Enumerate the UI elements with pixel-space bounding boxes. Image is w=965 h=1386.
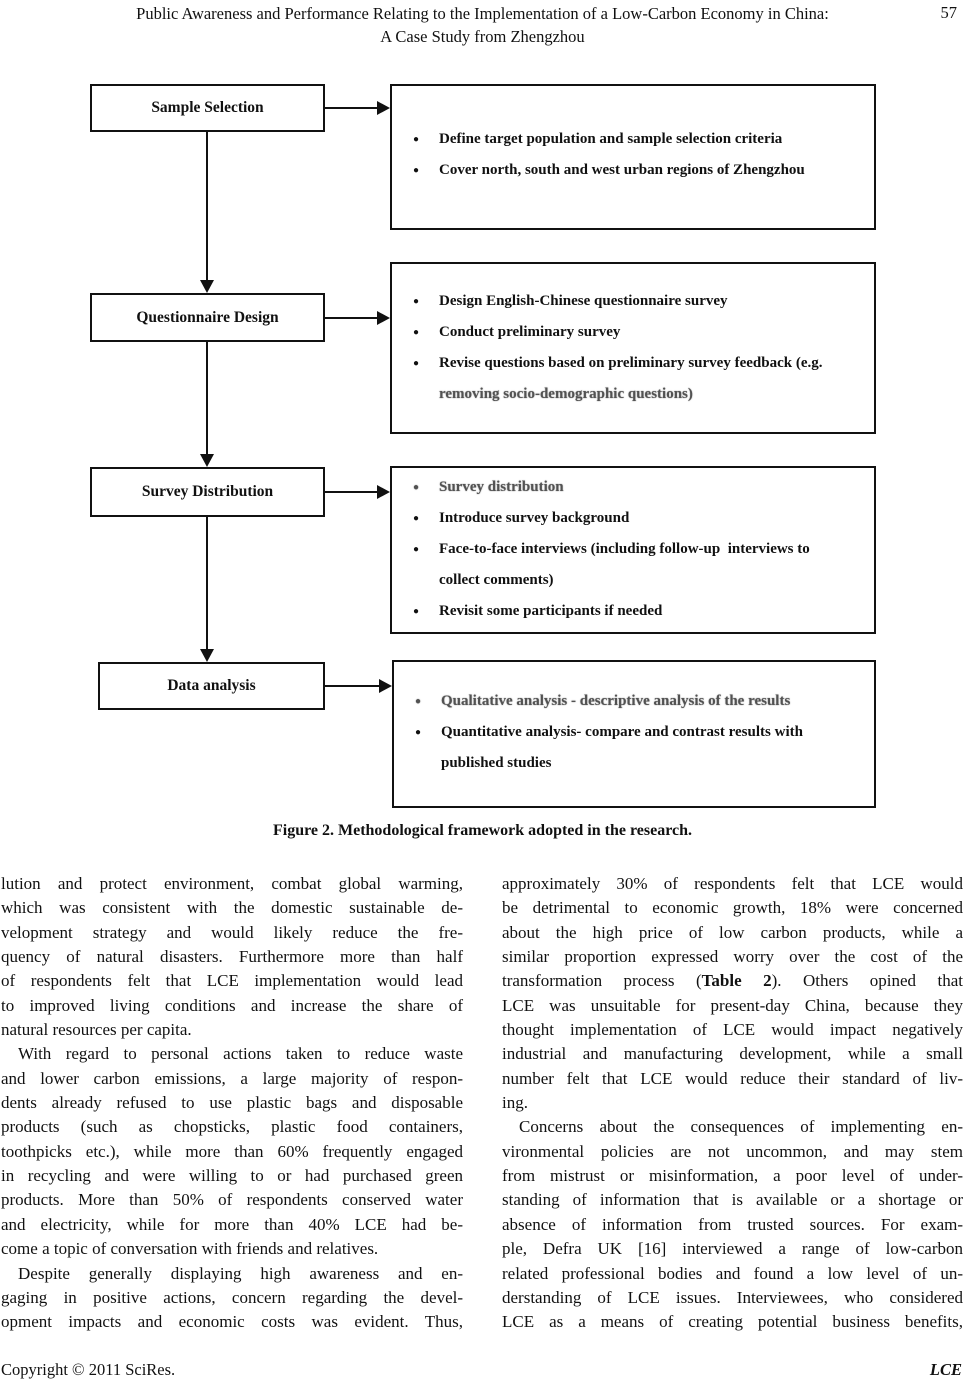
bullet-text-line: ● Revise questions based on preliminary survey feedback (e.g. (392, 348, 874, 379)
text-line: related professional bodies and found a low level of un- (502, 1263, 963, 1283)
text-line: opment impacts and economic costs was evident. Thus, (1, 1312, 463, 1332)
text-line: Concerns about the consequences of implementing en- (519, 1117, 963, 1137)
flow-detail-box (390, 262, 876, 434)
bullet-text-line: ● Face-to-face interviews (including follow-up interviews to (392, 534, 874, 565)
text-line: quency of natural disasters. Furthermore more than half (1, 947, 463, 967)
text-line: gaging in positive actions, concern regarding the devel- (1, 1287, 463, 1307)
flow-connector-line (206, 517, 208, 649)
arrow-right-icon (377, 311, 390, 325)
flow-detail-box (390, 84, 876, 230)
flow-connector-line (206, 132, 208, 280)
text-line: lution and protect environment, combat global warming, (1, 874, 463, 893)
text-line: which was consistent with the domestic sustainable de- (1, 898, 463, 918)
bullet-text-line: ● Qualitative analysis - descriptive analysis of the results (394, 686, 874, 717)
text-segment: ). Others opined that (771, 971, 963, 991)
flow-connector-line (206, 342, 208, 454)
arrow-line (325, 491, 377, 493)
text-line: about the high price of low carbon products, while a (502, 922, 963, 942)
arrow-right-icon (379, 679, 392, 693)
text-line: number felt that LCE would reduce their standard of liv- (502, 1068, 963, 1088)
bullet-wrap-line: collect comments) (439, 572, 554, 588)
page-number: 57 (940, 3, 957, 22)
text-line: from mistrust or misinformation, a poor level of under- (502, 1166, 963, 1186)
text-line: With regard to personal actions taken to reduce waste (18, 1044, 463, 1064)
flow-detail-box (390, 466, 876, 634)
flow-detail-box (392, 660, 876, 808)
text-line: to improved living conditions and increase the share of (1, 995, 463, 1015)
arrow-right-icon (377, 485, 390, 499)
text-line: ing. (502, 1093, 528, 1113)
arrow-line (325, 317, 377, 319)
bullet-wrap-line: removing socio-demographic questions) (439, 386, 693, 402)
flow-step-label: Questionnaire Design (136, 308, 279, 326)
body-column-left (1, 872, 463, 1335)
bullet-wrap-line: published studies (441, 755, 552, 771)
flow-step-box (90, 293, 325, 342)
text-line: standing of information that is available or a shortage or (502, 1190, 963, 1210)
arrow-line (325, 107, 377, 109)
flow-step-label: Survey Distribution (141, 483, 274, 500)
flow-step-box (98, 662, 325, 710)
text-line: thought implementation of LCE would impact negatively (502, 1020, 963, 1040)
text-line: products (such as chopsticks, plastic food containers, (1, 1117, 463, 1137)
copyright-text: Copyright © 2011 SciRes. (1, 1360, 176, 1379)
text-line: absence of information from trusted sources. For exam- (502, 1214, 963, 1234)
text-line: Despite generally displaying high awareness and en- (18, 1263, 463, 1283)
body-column-right (502, 872, 963, 1335)
text-line: natural resources per capita. (1, 1020, 192, 1040)
flow-step-label: Data analysis (167, 677, 256, 694)
bullet-text-line: ● Design English-Chinese questionnaire survey (392, 286, 874, 317)
text-line: similar proportion expressed worry over the cost of the (502, 947, 963, 967)
page-footer (1, 1360, 962, 1380)
bullet-text-line: ● Revisit some participants if needed (392, 596, 874, 627)
flow-step-box (90, 84, 325, 132)
text-line: be detrimental to economic growth, 18% were concerned (502, 898, 963, 918)
journal-abbrev: LCE (929, 1360, 962, 1379)
text-line: LCE as a means of creating potential business benefits, (502, 1312, 963, 1332)
flow-step-box (90, 467, 325, 517)
text-line: products. More than 50% of respondents conserved water (1, 1190, 463, 1210)
arrow-right-icon (377, 101, 390, 115)
bullet-text-line: ● Quantitative analysis- compare and contrast results with (394, 717, 874, 748)
text-line: dents already refused to use plastic bags and disposable (1, 1093, 463, 1113)
text-line: and lower carbon emissions, a large majority of respon- (1, 1068, 463, 1088)
bullet-text-line: ● Survey distribution (392, 472, 874, 503)
text-line: come a topic of conversation with friends and relatives. (1, 1239, 379, 1259)
title-line-2: A Case Study from Zhengzhou (380, 26, 585, 46)
bullet-text-line: ● Define target population and sample selection criteria (392, 124, 874, 155)
text-line: LCE was unsuitable for present-day China, because they (502, 995, 963, 1015)
arrow-down-icon (200, 280, 214, 293)
bullet-text-line: ● Introduce survey background (392, 503, 874, 534)
arrow-down-icon (200, 649, 214, 662)
page-header-title (0, 3, 965, 48)
text-line: vironmental policies are not uncommon, and may stem (502, 1141, 963, 1161)
text-line: of respondents felt that LCE implementation would lead (1, 971, 463, 991)
arrow-down-icon (200, 454, 214, 467)
text-line (502, 969, 963, 993)
text-line: and electricity, while for more than 40% LCE had be- (1, 1214, 463, 1234)
flow-step-label: Sample Selection (151, 99, 264, 116)
bold-text-segment: Table 2 (701, 971, 772, 991)
text-line: ple, Defra UK [16] interviewed a range of low-carbon (502, 1239, 963, 1259)
arrow-line (325, 685, 379, 687)
figure-caption: Figure 2. Methodological framework adopted in the research. (272, 822, 693, 839)
bullet-text-line: ● Conduct preliminary survey (392, 317, 874, 348)
text-line: derstanding of LCE issues. Interviewees, who considered (502, 1287, 963, 1307)
text-line: in recycling and were willing to or had purchased green (1, 1166, 463, 1186)
text-line: toothpicks etc.), while more than 60% frequently engaged (1, 1141, 463, 1161)
text-line: approximately 30% of respondents felt that LCE would (502, 874, 963, 893)
text-line: velopment strategy and would likely reduce the fre- (1, 922, 463, 942)
title-line-1: Public Awareness and Performance Relating to the Implementation of a Low-Carbon Economy in China: (136, 4, 829, 23)
text-line: industrial and manufacturing development, while a small (502, 1044, 963, 1064)
bullet-text-line: ● Cover north, south and west urban regions of Zhengzhou (392, 155, 874, 186)
text-segment: transformation process ( (502, 971, 702, 991)
